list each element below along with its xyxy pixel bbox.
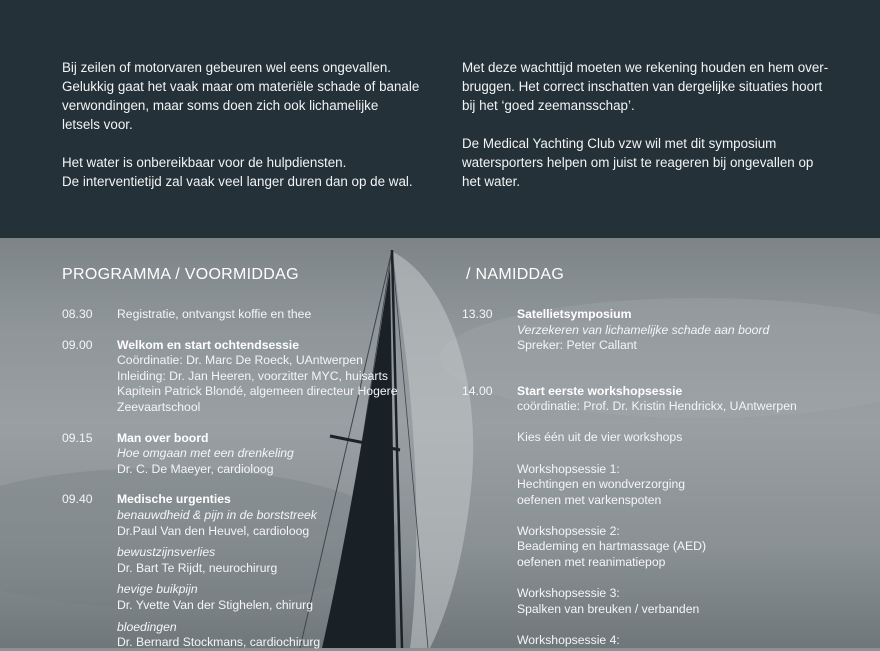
entry-gap [62, 323, 422, 338]
intro-band [0, 0, 880, 238]
entry-body [517, 384, 862, 649]
intro-paragraph [62, 153, 432, 191]
intro-line: verwondingen, maar soms doen zich ook lichamelijke [62, 98, 379, 113]
entry-line: Workshopsessie 1: [517, 461, 620, 476]
entry-line: hevige buikpijn [117, 582, 198, 597]
entry-line: Dr. Bart Te Rijdt, neurochirurg [117, 560, 278, 575]
entry-time: 09.00 [62, 337, 93, 352]
entry-title: Start eerste workshopsessie [517, 383, 683, 398]
entry-line: oefenen met varkenspoten [517, 492, 662, 507]
intro-line: letsels voor. [62, 117, 133, 132]
morning-schedule [62, 307, 422, 651]
intro-right-column [462, 58, 846, 191]
entry-time: 09.40 [62, 492, 93, 507]
entry-line: Zeevaartschool [117, 399, 201, 414]
entry-gap [62, 477, 422, 492]
entry-line: Dr. Bernard Stockmans, cardiochirurg [117, 635, 321, 650]
entry-line: Inleiding: Dr. Jan Heeren, voorzitter MYC, huisarts [117, 368, 388, 383]
entry-body [117, 307, 422, 323]
intro-line: De Medical Yachting Club vzw wil met dit symposium [462, 136, 777, 151]
intro-paragraph [462, 134, 846, 191]
intro-line: watersporters helpen om juist te reageren bij ongevallen op [462, 155, 814, 170]
entry-line: Registratie, ontvangst koffie en thee [117, 307, 312, 321]
intro-line: Gelukkig gaat het vaak maar om materiële schade of banale [62, 79, 420, 94]
intro-line: het water. [462, 174, 521, 189]
entry-line: Dr. Yvette Van der Stighelen, chirurg [117, 597, 314, 612]
schedule-entry [62, 431, 422, 478]
entry-body [117, 492, 422, 650]
spacer [517, 617, 862, 633]
intro-line: Bij zeilen of motorvaren gebeuren wel eens ongevallen. [62, 60, 392, 75]
entry-title: Welkom en start ochtendsessie [117, 337, 299, 352]
entry-title: Satellietsymposium [517, 307, 632, 321]
afternoon-schedule [462, 307, 862, 648]
schedule-entry [62, 338, 422, 416]
entry-line: Kapitein Patrick Blondé, algemeen directeur Hogere [117, 384, 398, 399]
intro-line: De interventietijd zal vaak veel langer duren dan op de wal. [62, 174, 413, 189]
spacer [517, 571, 862, 587]
entry-body [517, 307, 862, 354]
intro-line: bruggen. Het correct inschatten van dergelijke situaties hoort [462, 79, 823, 94]
entry-body [117, 338, 422, 416]
schedule-entry [62, 307, 422, 323]
schedule-entry [462, 307, 862, 354]
entry-time: 08.30 [62, 307, 93, 321]
entry-line: coördinatie: Prof. Dr. Kristin Hendrickx, UAntwerpen [517, 399, 797, 414]
entry-line: bewustzijnsverlies [117, 545, 216, 560]
entry-body [117, 431, 422, 478]
entry-line: Kies één uit de vier workshops [517, 430, 683, 445]
schedule-entry [462, 384, 862, 649]
intro-line: Het water is onbereikbaar voor de hulpdiensten. [62, 155, 347, 170]
entry-line: bloedingen [117, 619, 177, 634]
entry-line: Dr.Paul Van den Heuvel, cardioloog [117, 523, 310, 538]
entry-line: Spreker: Peter Callant [517, 338, 637, 353]
entry-line: oefenen met reanimatiepop [517, 555, 666, 570]
heading-morning: PROGRAMMA / VOORMIDDAG [62, 266, 299, 283]
entry-line: Verzekeren van lichamelijke schade aan boord [517, 322, 770, 337]
intro-left-column [62, 58, 432, 191]
entry-line: Workshopsessie 2: [517, 523, 620, 538]
program-section [0, 238, 880, 648]
entry-line: Spalken van breuken / verbanden [517, 601, 700, 616]
entry-title: Man over boord [117, 430, 209, 445]
entry-gap [462, 354, 862, 384]
schedule-entry [62, 492, 422, 650]
spacer [517, 415, 862, 431]
entry-time: 13.30 [462, 307, 493, 321]
intro-paragraph [462, 58, 846, 115]
entry-title: Medische urgenties [117, 492, 231, 507]
entry-line: benauwdheid & pijn in de borststreek [117, 507, 317, 522]
heading-afternoon: / NAMIDDAG [466, 266, 565, 283]
entry-line: Workshopsessie 3: [517, 586, 620, 601]
entry-gap [62, 416, 422, 431]
entry-time: 09.15 [62, 430, 93, 445]
entry-line: Beademing en hartmassage (AED) [517, 539, 707, 554]
entry-line: Workshopsessie 4: [517, 632, 620, 647]
entry-time: 14.00 [462, 383, 493, 398]
entry-line: Dr. C. De Maeyer, cardioloog [117, 461, 274, 476]
intro-line: bij het ‘goed zeemansschap’. [462, 98, 635, 113]
intro-line: Met deze wachttijd moeten we rekening houden en hem over- [462, 60, 829, 75]
entry-line: Coördinatie: Dr. Marc De Roeck, UAntwerpen [117, 353, 363, 368]
entry-line: Hechtingen en wondverzorging [517, 477, 686, 492]
intro-paragraph [62, 58, 432, 134]
spacer [517, 446, 862, 462]
entry-line: Hoe omgaan met een drenkeling [117, 446, 294, 461]
spacer [517, 508, 862, 524]
